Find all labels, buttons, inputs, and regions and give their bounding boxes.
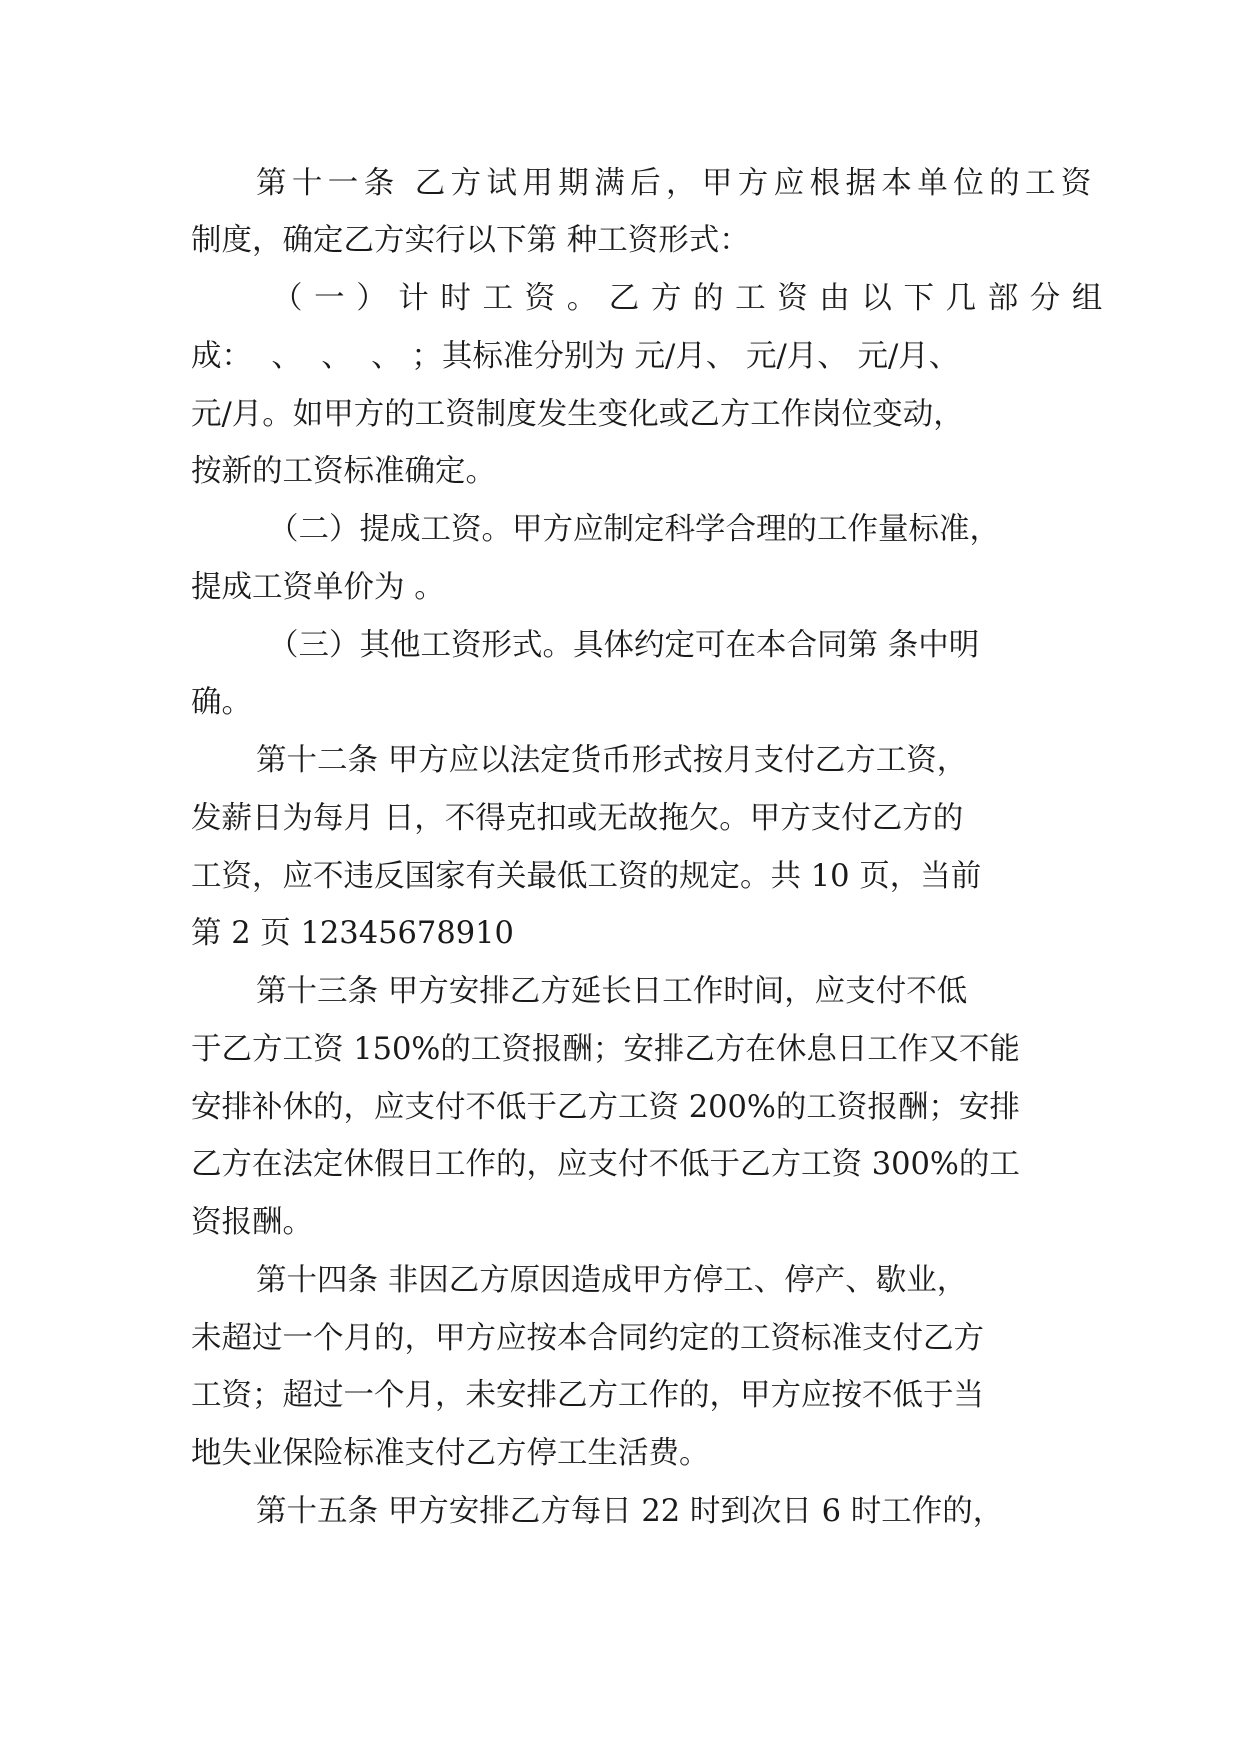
page-counter-line: 第 2 页 12345678910 xyxy=(191,916,514,951)
text-line: （二）提成工资。甲方应制定科学合理的工作量标准， xyxy=(268,512,1000,547)
text-line: 资报酬。 xyxy=(191,1205,313,1240)
text-line: 地失业保险标准支付乙方停工生活费。 xyxy=(191,1436,710,1471)
text-line: 未超过一个月的，甲方应按本合同约定的工资标准支付乙方 xyxy=(191,1321,984,1356)
text-line: 第十三条 甲方安排乙方延长日工作时间，应支付不低 xyxy=(256,974,968,1009)
text-line: 于乙方工资 150%的工资报酬；安排乙方在休息日工作又不能 xyxy=(191,1032,1020,1067)
text-line: 制度，确定乙方实行以下第 种工资形式： xyxy=(191,223,750,258)
text-line: 成： 、 、 、 ；其标准分别为 元/月、 元/月、 元/月、 xyxy=(191,339,960,374)
text-line: 元/月。如甲方的工资制度发生变化或乙方工作岗位变动， xyxy=(191,397,964,432)
text-line: 乙方在法定休假日工作的，应支付不低于乙方工资 300%的工 xyxy=(191,1147,1020,1182)
text-line: 按新的工资标准确定。 xyxy=(191,454,496,489)
text-line: 安排补休的，应支付不低于乙方工资 200%的工资报酬；安排 xyxy=(191,1090,1020,1125)
text-line: 提成工资单价为 。 xyxy=(191,570,445,605)
text-line: 工资；超过一个月，未安排乙方工作的，甲方应按不低于当 xyxy=(191,1378,984,1413)
text-line: 确。 xyxy=(191,685,252,720)
text-line: 发薪日为每月 日，不得克扣或无故拖欠。甲方支付乙方的 xyxy=(191,801,964,836)
text-line: 工资，应不违反国家有关最低工资的规定。共 10 页，当前 xyxy=(191,859,982,894)
text-line: 第十一条 乙方试用期满后，甲方应根据本单位的工资 xyxy=(256,166,1097,201)
text-line: 第十五条 甲方安排乙方每日 22 时到次日 6 时工作的， xyxy=(256,1494,1004,1529)
text-line: 第十二条 甲方应以法定货币形式按月支付乙方工资， xyxy=(256,743,968,778)
text-line: （一）计时工资。乙方的工资由以下几部分组 xyxy=(272,281,1114,316)
text-line: （三）其他工资形式。具体约定可在本合同第 条中明 xyxy=(268,628,980,663)
text-line: 第十四条 非因乙方原因造成甲方停工、停产、歇业， xyxy=(256,1263,968,1298)
